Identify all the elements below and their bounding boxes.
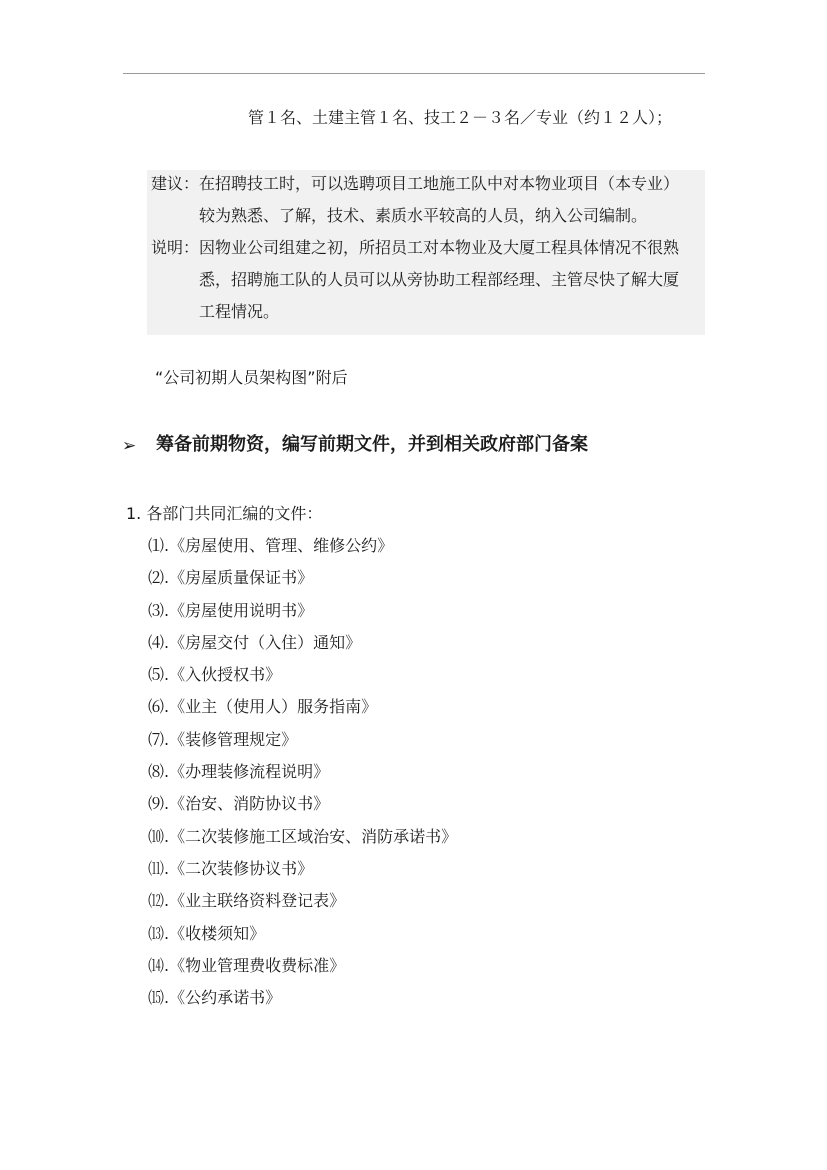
- explanation-line-3: 工程情况。: [199, 302, 280, 321]
- document-item: ⑽.《二次装修施工区域治安、消防承诺书》: [148, 826, 458, 846]
- continued-staffing-line: 管１名、土建主管１名、技工２－３名／专业（约１２人）；: [248, 108, 673, 127]
- document-item: ⑵.《房屋质量保证书》: [148, 568, 314, 588]
- document-list: [148, 534, 457, 1018]
- document-item: ⑷.《房屋交付（入住）通知》: [148, 632, 362, 652]
- suggestion-label: 建议：: [151, 174, 200, 193]
- document-item: ⒂.《公约承诺书》: [148, 988, 282, 1008]
- document-item: ⑿.《业主联络资料登记表》: [148, 891, 346, 911]
- document-item: ⒁.《物业管理费收费标准》: [148, 955, 346, 975]
- explanation-line-1: 因物业公司组建之初，所招员工对本物业及大厦工程具体情况不很熟: [199, 238, 680, 257]
- document-item: ⑺.《装修管理规定》: [148, 729, 298, 749]
- document-item: ⑶.《房屋使用说明书》: [148, 600, 314, 620]
- note-box: [147, 170, 705, 335]
- suggestion-line-1: 在招聘技工时，可以选聘项目工地施工队中对本物业项目（本专业）: [199, 174, 680, 193]
- section-heading: 筹备前期物资，编写前期文件，并到相关政府部门备案: [156, 434, 588, 455]
- document-item: ⑼.《治安、消防协议书》: [148, 794, 330, 814]
- attachment-note: “公司初期人员架构图”附后: [155, 368, 348, 387]
- explanation-line-2: 悉，招聘施工队的人员可以从旁协助工程部经理、主管尽快了解大厦: [199, 270, 680, 289]
- document-item: ⒀.《收楼须知》: [148, 923, 266, 943]
- explanation-label: 说明：: [151, 238, 200, 257]
- section-bullet-arrow-icon: ➢: [122, 436, 137, 456]
- page-header-rule: [123, 73, 705, 74]
- document-item: ⑸.《入伙授权书》: [148, 665, 282, 685]
- document-list-intro: 1. 各部门共同汇编的文件：: [126, 504, 323, 523]
- document-item: ⑻.《办理装修流程说明》: [148, 762, 330, 782]
- document-item: ⑹.《业主（使用人）服务指南》: [148, 697, 378, 717]
- suggestion-line-2: 较为熟悉、了解，技术、素质水平较高的人员，纳入公司编制。: [199, 206, 648, 225]
- document-item: ⑾.《二次装修协议书》: [148, 858, 314, 878]
- document-item: ⑴.《房屋使用、管理、维修公约》: [148, 536, 394, 555]
